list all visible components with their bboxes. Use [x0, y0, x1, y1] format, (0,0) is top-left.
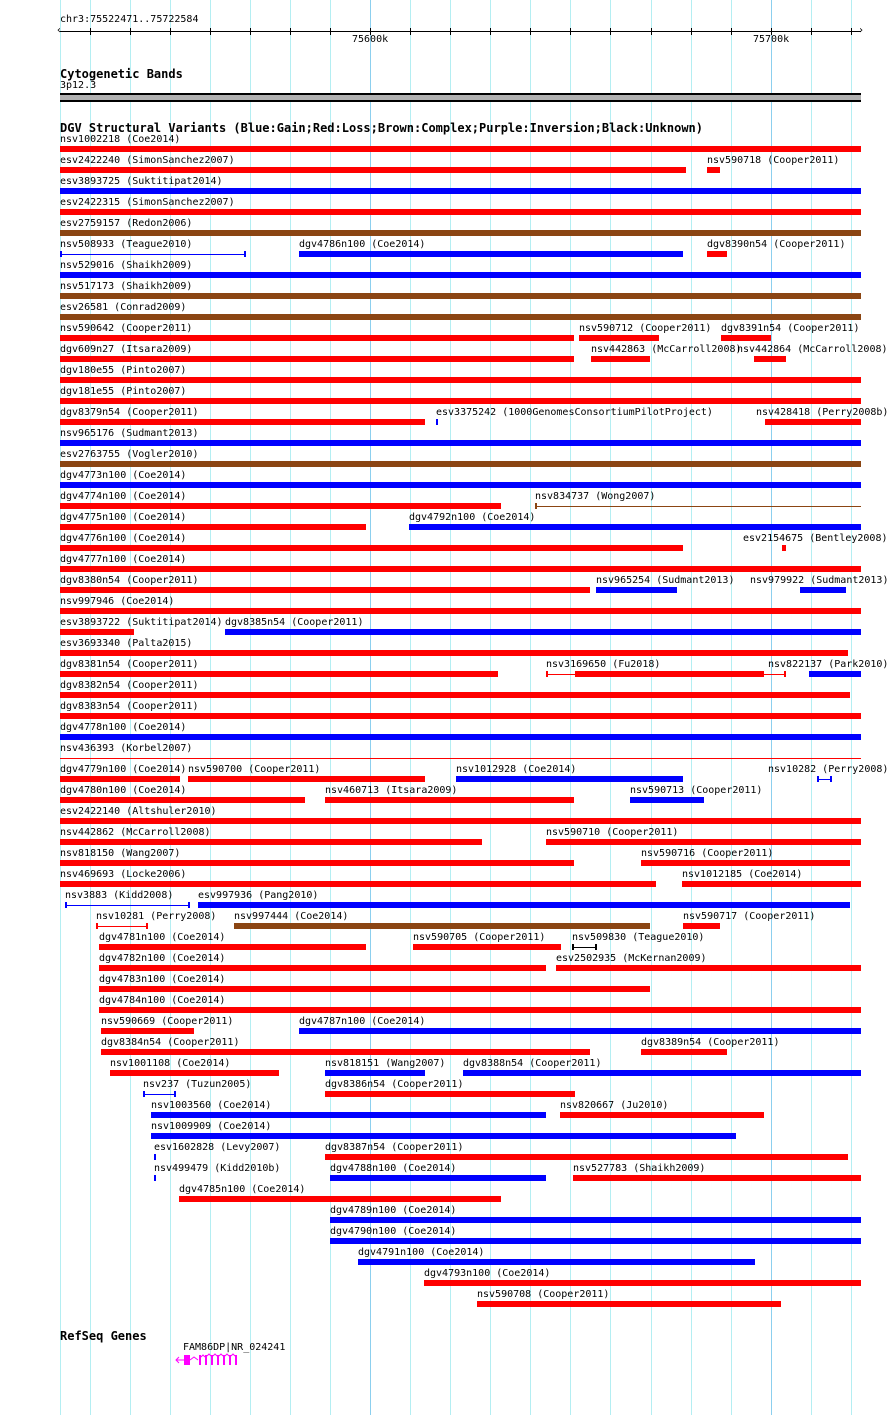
- sv-feature-label: dgv4779n100 (Coe2014): [60, 764, 187, 775]
- sv-feature-label: nsv834737 (Wong2007): [535, 491, 656, 502]
- sv-feature-label: esv2759157 (Redon2006): [60, 218, 193, 229]
- sv-feature-label: nsv1003560 (Coe2014): [151, 1100, 272, 1111]
- sv-feature-label: nsv442863 (McCarroll2008): [591, 344, 742, 355]
- sv-feature-bar[interactable]: [556, 965, 861, 971]
- sv-feature-bar[interactable]: [60, 167, 686, 173]
- sv-feature-label: dgv4792n100 (Coe2014): [409, 512, 536, 523]
- ruler-tick: [851, 28, 852, 35]
- sv-feature-bar[interactable]: [330, 1217, 861, 1223]
- sv-feature-label: nsv460713 (Itsara2009): [325, 785, 458, 796]
- sv-feature-label: nsv818150 (Wang2007): [60, 848, 181, 859]
- sv-feature-label: esv2502935 (McKernan2009): [556, 953, 707, 964]
- sv-feature-bar[interactable]: [765, 419, 861, 425]
- sv-feature-start-cap[interactable]: [535, 503, 537, 509]
- sv-feature-label: esv3893725 (Suktitipat2014): [60, 176, 223, 187]
- sv-feature-line[interactable]: [143, 1094, 176, 1095]
- sv-feature-label: dgv8380n54 (Cooper2011): [60, 575, 199, 586]
- sv-feature-bar[interactable]: [60, 356, 574, 362]
- sv-feature-label: nsv590713 (Cooper2011): [630, 785, 763, 796]
- ruler-tick: [731, 28, 732, 35]
- sv-feature-bar[interactable]: [234, 923, 650, 929]
- sv-feature-bar[interactable]: [60, 482, 861, 488]
- sv-feature-label: nsv590705 (Cooper2011): [413, 932, 546, 943]
- sv-feature-label: nsv1012185 (Coe2014): [682, 869, 803, 880]
- sv-feature-label: nsv965254 (Sudmant2013): [596, 575, 735, 586]
- sv-feature-bar[interactable]: [330, 1238, 861, 1244]
- sv-feature-label: dgv4774n100 (Coe2014): [60, 491, 187, 502]
- sv-feature-bar[interactable]: [60, 524, 366, 530]
- sv-feature-bar[interactable]: [463, 1070, 861, 1076]
- sv-feature-label: dgv4777n100 (Coe2014): [60, 554, 187, 565]
- sv-feature-bar[interactable]: [60, 776, 180, 782]
- sv-feature-bar[interactable]: [60, 671, 498, 677]
- sv-feature-bar[interactable]: [682, 881, 861, 887]
- dgv-track-title: DGV Structural Variants (Blue:Gain;Red:Loss;Brown:Complex;Purple:Inversion;Black:Unknown): [60, 121, 703, 135]
- sv-feature-bar[interactable]: [60, 881, 656, 887]
- sv-feature-bar[interactable]: [60, 230, 861, 236]
- sv-feature-label: esv1602828 (Levy2007): [154, 1142, 281, 1153]
- sv-feature-bar[interactable]: [60, 335, 574, 341]
- sv-feature-bar[interactable]: [409, 524, 861, 530]
- sv-feature-label: nsv509830 (Teague2010): [572, 932, 705, 943]
- ruler-tick: [490, 28, 491, 35]
- sv-feature-label: esv3893722 (Suktitipat2014): [60, 617, 223, 628]
- sv-feature-bar[interactable]: [60, 608, 861, 614]
- gene-exons: [184, 1354, 237, 1365]
- sv-feature-bar[interactable]: [60, 188, 861, 194]
- gene-strand-arrow-icon: [176, 1357, 184, 1363]
- sv-feature-bar[interactable]: [154, 1175, 156, 1181]
- sv-feature-label: dgv4773n100 (Coe2014): [60, 470, 187, 481]
- sv-feature-bar[interactable]: [325, 1070, 425, 1076]
- sv-feature-label: nsv590700 (Cooper2011): [188, 764, 321, 775]
- sv-feature-label: nsv1002218 (Coe2014): [60, 134, 181, 145]
- sv-feature-bar[interactable]: [630, 797, 704, 803]
- sv-feature-label: esv3375242 (1000GenomesConsortiumPilotProject): [436, 407, 713, 418]
- sv-feature-line[interactable]: [535, 506, 861, 507]
- sv-feature-line[interactable]: [60, 758, 861, 759]
- sv-feature-bar[interactable]: [60, 293, 861, 299]
- sv-feature-label: dgv4785n100 (Coe2014): [179, 1184, 306, 1195]
- sv-feature-end-cap[interactable]: [188, 902, 190, 908]
- sv-feature-bar[interactable]: [60, 461, 861, 467]
- sv-feature-bar[interactable]: [60, 713, 861, 719]
- scroll-left-arrow-icon[interactable]: ‹: [56, 25, 63, 36]
- sv-feature-bar[interactable]: [325, 797, 574, 803]
- cytoband-bar[interactable]: [60, 93, 861, 102]
- sv-feature-bar[interactable]: [60, 650, 848, 656]
- sv-feature-label: nsv436393 (Korbel2007): [60, 743, 193, 754]
- sv-feature-label: esv2422140 (Altshuler2010): [60, 806, 217, 817]
- sv-feature-bar[interactable]: [60, 440, 861, 446]
- sv-feature-label: esv2763755 (Vogler2010): [60, 449, 199, 460]
- sv-feature-label: esv26581 (Conrad2009): [60, 302, 187, 313]
- sv-feature-label: dgv8390n54 (Cooper2011): [707, 239, 846, 250]
- sv-feature-bar[interactable]: [325, 1154, 848, 1160]
- sv-feature-label: dgv8381n54 (Cooper2011): [60, 659, 199, 670]
- scroll-right-arrow-icon[interactable]: ›: [858, 25, 865, 36]
- sv-feature-bar[interactable]: [325, 1091, 575, 1097]
- ruler-tick: [570, 28, 571, 35]
- sv-feature-bar[interactable]: [60, 398, 861, 404]
- sv-feature-bar[interactable]: [683, 923, 720, 929]
- sv-feature-bar[interactable]: [413, 944, 561, 950]
- sv-feature-label: dgv180e55 (Pinto2007): [60, 365, 187, 376]
- sv-feature-bar[interactable]: [641, 1049, 727, 1055]
- ruler-tick: [811, 28, 812, 35]
- sv-feature-label: nsv529016 (Shaikh2009): [60, 260, 193, 271]
- sv-feature-bar[interactable]: [151, 1112, 546, 1118]
- sv-feature-bar[interactable]: [721, 335, 771, 341]
- sv-feature-label: nsv590710 (Cooper2011): [546, 827, 679, 838]
- ruler-tick: [330, 28, 331, 35]
- sv-feature-label: nsv997444 (Coe2014): [234, 911, 349, 922]
- sv-feature-bar[interactable]: [60, 734, 861, 740]
- sv-feature-label: esv997936 (Pang2010): [198, 890, 319, 901]
- sv-feature-bar[interactable]: [110, 1070, 279, 1076]
- ruler-tick: [170, 28, 171, 35]
- ruler-tick: [250, 28, 251, 35]
- sv-feature-label: nsv499479 (Kidd2010b): [154, 1163, 281, 1174]
- sv-feature-label: nsv590717 (Cooper2011): [683, 911, 816, 922]
- sv-feature-label: dgv8382n54 (Cooper2011): [60, 680, 199, 691]
- sv-feature-label: nsv590708 (Cooper2011): [477, 1289, 610, 1300]
- sv-feature-end-cap[interactable]: [595, 944, 597, 950]
- sv-feature-label: nsv442862 (McCarroll2008): [60, 827, 211, 838]
- sv-feature-label: dgv4783n100 (Coe2014): [99, 974, 226, 985]
- region-label: chr3:75522471..75722584: [60, 14, 199, 25]
- sv-feature-bar[interactable]: [641, 860, 850, 866]
- sv-feature-bar[interactable]: [60, 860, 574, 866]
- sv-feature-bar[interactable]: [591, 356, 650, 362]
- sv-feature-end-cap[interactable]: [784, 671, 786, 677]
- ruler-tick-label: 75700k: [753, 34, 790, 45]
- sv-feature-bar[interactable]: [424, 1280, 861, 1286]
- sv-feature-label: nsv979922 (Sudmant2013): [750, 575, 889, 586]
- sv-feature-end-cap[interactable]: [244, 251, 246, 257]
- sv-feature-label: dgv4780n100 (Coe2014): [60, 785, 187, 796]
- sv-feature-bar[interactable]: [575, 671, 764, 677]
- sv-feature-bar[interactable]: [60, 545, 683, 551]
- sv-feature-label: nsv1012928 (Coe2014): [456, 764, 577, 775]
- sv-feature-label: dgv8388n54 (Cooper2011): [463, 1058, 602, 1069]
- sv-feature-bar[interactable]: [60, 146, 861, 152]
- sv-feature-bar[interactable]: [560, 1112, 764, 1118]
- sv-feature-bar[interactable]: [299, 1028, 861, 1034]
- sv-feature-bar[interactable]: [99, 986, 650, 992]
- sv-feature-label: dgv4793n100 (Coe2014): [424, 1268, 551, 1279]
- sv-feature-label: dgv4776n100 (Coe2014): [60, 533, 187, 544]
- sv-feature-bar[interactable]: [456, 776, 683, 782]
- sv-feature-label: nsv590669 (Cooper2011): [101, 1016, 234, 1027]
- sv-feature-label: esv2422240 (SimonSanchez2007): [60, 155, 235, 166]
- sv-feature-label: dgv8387n54 (Cooper2011): [325, 1142, 464, 1153]
- sv-feature-bar[interactable]: [198, 902, 850, 908]
- sv-feature-label: nsv590712 (Cooper2011): [579, 323, 712, 334]
- sv-feature-line[interactable]: [65, 905, 190, 906]
- sv-feature-start-cap[interactable]: [143, 1091, 145, 1097]
- sv-feature-label: nsv469693 (Locke2006): [60, 869, 187, 880]
- sv-feature-bar[interactable]: [60, 587, 590, 593]
- sv-feature-bar[interactable]: [546, 839, 861, 845]
- sv-feature-label: dgv181e55 (Pinto2007): [60, 386, 187, 397]
- sv-feature-label: nsv3169650 (Fu2018): [546, 659, 661, 670]
- sv-feature-bar[interactable]: [782, 545, 786, 551]
- sv-feature-start-cap[interactable]: [572, 944, 574, 950]
- sv-feature-label: dgv8384n54 (Cooper2011): [101, 1037, 240, 1048]
- sv-feature-bar[interactable]: [60, 314, 861, 320]
- sv-feature-label: nsv818151 (Wang2007): [325, 1058, 446, 1069]
- sv-feature-label: nsv3883 (Kidd2008): [65, 890, 174, 901]
- sv-feature-bar[interactable]: [99, 1007, 861, 1013]
- sv-feature-bar[interactable]: [99, 965, 546, 971]
- sv-feature-bar[interactable]: [60, 419, 425, 425]
- sv-feature-bar[interactable]: [99, 944, 366, 950]
- sv-feature-bar[interactable]: [60, 629, 134, 635]
- sv-feature-bar[interactable]: [60, 692, 850, 698]
- sv-feature-bar[interactable]: [60, 818, 861, 824]
- sv-feature-label: nsv822137 (Park2010): [768, 659, 889, 670]
- ruler-tick: [610, 28, 611, 35]
- sv-feature-label: dgv4781n100 (Coe2014): [99, 932, 226, 943]
- sv-feature-label: nsv590716 (Cooper2011): [641, 848, 774, 859]
- sv-feature-label: dgv8383n54 (Cooper2011): [60, 701, 199, 712]
- sv-feature-line[interactable]: [60, 254, 246, 255]
- sv-feature-bar[interactable]: [225, 629, 861, 635]
- sv-feature-label: nsv527783 (Shaikh2009): [573, 1163, 706, 1174]
- sv-feature-line[interactable]: [572, 947, 597, 948]
- sv-feature-label: dgv4787n100 (Coe2014): [299, 1016, 426, 1027]
- sv-feature-start-cap[interactable]: [546, 671, 548, 677]
- ruler-tick: [651, 28, 652, 35]
- gene-model-fam86dp[interactable]: [170, 1352, 250, 1368]
- gene-label[interactable]: FAM86DP|NR_024241: [183, 1342, 286, 1353]
- ruler-tick: [530, 28, 531, 35]
- sv-feature-bar[interactable]: [573, 1175, 861, 1181]
- sv-feature-label: nsv10281 (Perry2008): [96, 911, 217, 922]
- sv-feature-bar[interactable]: [188, 776, 425, 782]
- sv-feature-bar[interactable]: [151, 1133, 736, 1139]
- sv-feature-start-cap[interactable]: [96, 923, 98, 929]
- sv-feature-label: nsv1009909 (Coe2014): [151, 1121, 272, 1132]
- sv-feature-label: nsv517173 (Shaikh2009): [60, 281, 193, 292]
- sv-feature-bar[interactable]: [60, 272, 861, 278]
- sv-feature-line[interactable]: [96, 926, 148, 927]
- sv-feature-label: dgv8386n54 (Cooper2011): [325, 1079, 464, 1090]
- refseq-track-title: RefSeq Genes: [60, 1329, 147, 1343]
- sv-feature-bar[interactable]: [60, 377, 861, 383]
- sv-feature-label: dgv4778n100 (Coe2014): [60, 722, 187, 733]
- sv-feature-label: nsv237 (Tuzun2005): [143, 1079, 252, 1090]
- sv-feature-end-cap[interactable]: [146, 923, 148, 929]
- sv-feature-label: nsv442864 (McCarroll2008): [737, 344, 888, 355]
- sv-feature-label: nsv1001108 (Coe2014): [110, 1058, 231, 1069]
- sv-feature-label: dgv609n27 (Itsara2009): [60, 344, 193, 355]
- sv-feature-bar[interactable]: [101, 1049, 590, 1055]
- sv-feature-label: nsv997946 (Coe2014): [60, 596, 175, 607]
- cytoband-track-title: Cytogenetic Bands: [60, 67, 183, 81]
- ruler-tick-label: 75600k: [352, 34, 389, 45]
- sv-feature-label: dgv4786n100 (Coe2014): [299, 239, 426, 250]
- sv-feature-label: dgv8389n54 (Cooper2011): [641, 1037, 780, 1048]
- sv-feature-label: nsv10282 (Perry2008): [768, 764, 889, 775]
- ruler-tick: [290, 28, 291, 35]
- sv-feature-bar[interactable]: [358, 1259, 755, 1265]
- sv-feature-start-cap[interactable]: [65, 902, 67, 908]
- sv-feature-label: dgv4775n100 (Coe2014): [60, 512, 187, 523]
- sv-feature-label: nsv820667 (Ju2010): [560, 1100, 669, 1111]
- ruler-axis: [60, 31, 861, 32]
- sv-feature-bar[interactable]: [596, 587, 677, 593]
- sv-feature-end-cap[interactable]: [174, 1091, 176, 1097]
- sv-feature-label: dgv8385n54 (Cooper2011): [225, 617, 364, 628]
- sv-feature-label: dgv4790n100 (Coe2014): [330, 1226, 457, 1237]
- sv-feature-label: dgv4789n100 (Coe2014): [330, 1205, 457, 1216]
- sv-feature-start-cap[interactable]: [60, 251, 62, 257]
- sv-feature-bar[interactable]: [436, 419, 438, 425]
- sv-feature-label: esv2422315 (SimonSanchez2007): [60, 197, 235, 208]
- ruler-tick: [691, 28, 692, 35]
- sv-feature-end-cap[interactable]: [830, 776, 832, 782]
- sv-feature-label: dgv4782n100 (Coe2014): [99, 953, 226, 964]
- sv-feature-bar[interactable]: [330, 1175, 546, 1181]
- sv-feature-bar[interactable]: [809, 671, 861, 677]
- sv-feature-bar[interactable]: [754, 356, 786, 362]
- sv-feature-bar[interactable]: [154, 1154, 156, 1160]
- sv-feature-bar[interactable]: [800, 587, 846, 593]
- sv-feature-label: nsv590718 (Cooper2011): [707, 155, 840, 166]
- sv-feature-bar[interactable]: [60, 503, 501, 509]
- sv-feature-label: nsv590642 (Cooper2011): [60, 323, 193, 334]
- sv-feature-label: nsv965176 (Sudmant2013): [60, 428, 199, 439]
- ruler-tick: [410, 28, 411, 35]
- sv-feature-label: dgv4791n100 (Coe2014): [358, 1247, 485, 1258]
- sv-feature-label: esv2154675 (Bentley2008): [743, 533, 888, 544]
- sv-feature-bar[interactable]: [579, 335, 659, 341]
- sv-feature-label: dgv4788n100 (Coe2014): [330, 1163, 457, 1174]
- sv-feature-label: dgv8391n54 (Cooper2011): [721, 323, 860, 334]
- sv-feature-bar[interactable]: [299, 251, 683, 257]
- ruler-tick: [210, 28, 211, 35]
- sv-feature-bar[interactable]: [60, 839, 482, 845]
- sv-feature-bar[interactable]: [60, 566, 861, 572]
- ruler-tick: [90, 28, 91, 35]
- sv-feature-start-cap[interactable]: [817, 776, 819, 782]
- sv-feature-label: nsv508933 (Teague2010): [60, 239, 193, 250]
- sv-feature-label: esv3693340 (Palta2015): [60, 638, 193, 649]
- ruler-tick: [130, 28, 131, 35]
- sv-feature-bar[interactable]: [707, 251, 727, 257]
- sv-feature-bar[interactable]: [707, 167, 720, 173]
- sv-feature-bar[interactable]: [60, 209, 861, 215]
- sv-feature-label: nsv428418 (Perry2008b): [756, 407, 889, 418]
- cytoband-name: 3p12.3: [60, 80, 97, 91]
- sv-feature-bar[interactable]: [477, 1301, 781, 1307]
- ruler-tick: [450, 28, 451, 35]
- sv-feature-bar[interactable]: [60, 797, 305, 803]
- sv-feature-bar[interactable]: [101, 1028, 194, 1034]
- sv-feature-label: dgv8379n54 (Cooper2011): [60, 407, 199, 418]
- sv-feature-label: dgv4784n100 (Coe2014): [99, 995, 226, 1006]
- sv-feature-bar[interactable]: [179, 1196, 501, 1202]
